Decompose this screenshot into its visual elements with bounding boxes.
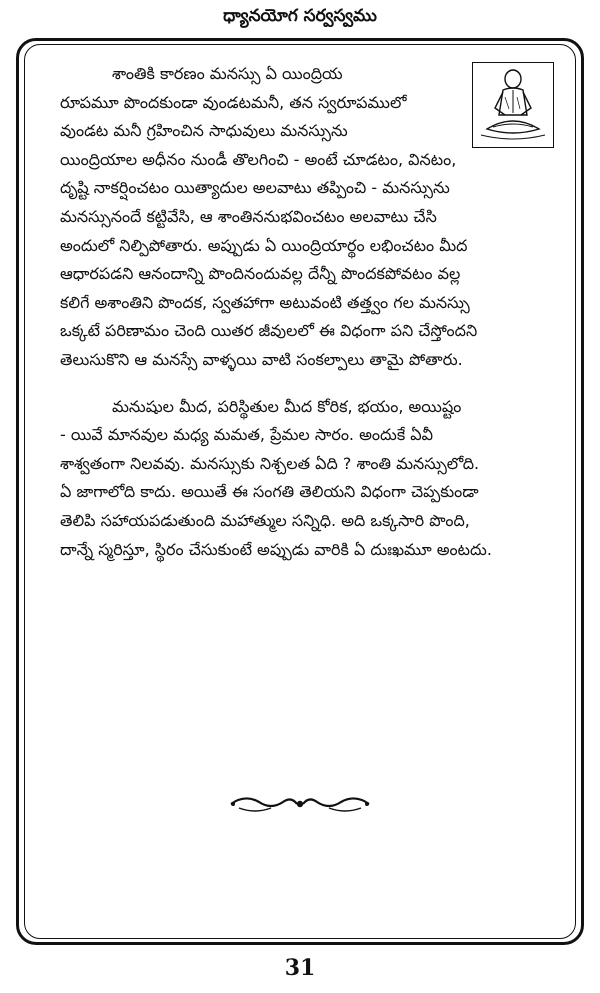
text-line: వుండట మనీ గ్రహించిన సాధువులు మనస్సును [60,121,348,141]
text-line: తెలిపి సహాయపడుతుంది మహాత్ముల సన్నిధి. అది ఒక్కసారి పొంది, [60,510,470,530]
paragraph-gap [60,375,540,393]
text-line: యింద్రియాల అధీనం నుండీ తొలగించి - అంటే చూడటం, వినటం, [60,149,457,169]
text-line: ఆధారపడని ఆనందాన్ని పొందినందువల్ల దేన్నీ పొందకపోవటం వల్ల [60,264,461,284]
flourish-ornament-icon [225,790,375,818]
text-line: రూపమూ పొందకుండా వుండటమనీ, తన స్వరూపములో [60,92,407,112]
body-text [60,60,540,564]
text-line: అందులో నిల్పిపోతారు. అప్పుడు ఏ యింద్రియార్థం లభించటం మీద [60,235,468,255]
text-line: మనస్సునందే కట్టివేసి, ఆ శాంతిననుభవించటం అలవాటు చేసి [60,206,437,226]
running-header: ధ్యానయోగ సర్వస్వము [223,6,377,26]
text-line: కలిగే అశాంతిని పొందక, స్వతహాగా అటువంటి తత్త్వం గల మనస్సు [60,292,470,312]
text-line: దృష్టి నాకర్షించటం యిత్యాదుల అలవాటు తప్పించి - మనస్సును [60,178,450,198]
text-line: శాశ్వతంగా నిలవవు. మనస్సుకు నిశ్చలత ఏది ? శాంతి మనస్సులోది. [60,453,480,473]
text-line: మనుషుల మీద, పరిస్థితుల మీద కోరిక, భయం, అయిష్టం [112,396,462,416]
text-line: తెలుసుకొని ఆ మనస్సే వాళ్ళయి వాటి సంకల్పాలు తామై పోతారు. [60,349,463,369]
text-line: దాన్నే స్మరిస్తూ, స్థిరం చేసుకుంటే అప్పుడు వారికి ఏ దుఃఖమూ అంటదు. [60,539,492,559]
paragraph-2 [60,393,540,565]
paragraph-1 [60,60,540,375]
text-line: ఒక్కటే పరిణామం చెంది యితర జీవులలో ఈ విధంగా పని చేస్తోందని [60,321,478,341]
text-line: శాంతికి కారణం మనస్సు ఏ యింద్రియ [112,64,343,83]
text-line: ఏ జాగాలోది కాదు. అయితే ఈ సంగతి తెలియని విధంగా చెప్పకుండా [60,482,479,502]
page-number: 31 [284,955,316,981]
text-line: - యివే మానవుల మధ్య మమత, ప్రేమల సారం. అందుకే ఏవీ [60,425,434,445]
